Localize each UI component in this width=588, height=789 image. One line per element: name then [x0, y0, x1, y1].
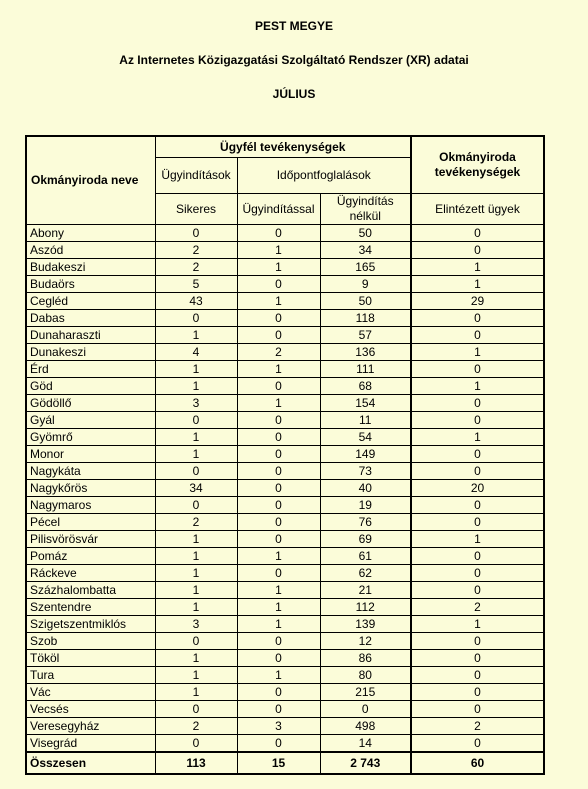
table-row	[26, 259, 544, 276]
table-row	[26, 446, 544, 463]
office-name-cell: Ráckeve	[26, 565, 155, 582]
nelkul-cell: 21	[320, 582, 411, 599]
table-row	[26, 650, 544, 667]
office-name-cell: Nagymaros	[26, 497, 155, 514]
nelkul-cell: 80	[320, 667, 411, 684]
ugyinditassal-cell: 0	[237, 514, 320, 531]
sikeres-cell: 1	[155, 684, 237, 701]
sikeres-cell: 2	[155, 718, 237, 735]
elintezett-cell: 1	[411, 429, 544, 446]
table-row	[26, 378, 544, 395]
nelkul-cell: 69	[320, 531, 411, 548]
total-row	[26, 752, 544, 774]
sikeres-cell: 1	[155, 361, 237, 378]
office-name-cell: Cegléd	[26, 293, 155, 310]
elintezett-cell: 0	[411, 463, 544, 480]
elintezett-cell: 0	[411, 497, 544, 514]
ugyinditassal-cell: 0	[237, 684, 320, 701]
sikeres-cell: 0	[155, 310, 237, 327]
ugyinditassal-cell: 0	[237, 565, 320, 582]
table-row	[26, 633, 544, 650]
nelkul-cell: 73	[320, 463, 411, 480]
sikeres-cell: 1	[155, 599, 237, 616]
table-row	[26, 361, 544, 378]
table-row	[26, 310, 544, 327]
nelkul-cell: 62	[320, 565, 411, 582]
elintezett-cell: 0	[411, 361, 544, 378]
table-row	[26, 463, 544, 480]
case-initiations-header: Ügyindítások	[155, 158, 237, 194]
nelkul-cell: 112	[320, 599, 411, 616]
office-name-cell: Budakeszi	[26, 259, 155, 276]
elintezett-cell: 1	[411, 531, 544, 548]
successful-header: Sikeres	[155, 194, 237, 225]
sikeres-cell: 1	[155, 429, 237, 446]
office-name-cell: Tököl	[26, 650, 155, 667]
elintezett-cell: 0	[411, 225, 544, 242]
table-row	[26, 684, 544, 701]
elintezett-cell: 2	[411, 718, 544, 735]
ugyinditassal-cell: 0	[237, 310, 320, 327]
office-name-cell: Gyál	[26, 412, 155, 429]
ugyinditassal-cell: 1	[237, 259, 320, 276]
nelkul-cell: 34	[320, 242, 411, 259]
ugyinditassal-cell: 0	[237, 497, 320, 514]
nelkul-cell: 215	[320, 684, 411, 701]
nelkul-cell: 498	[320, 718, 411, 735]
ugyinditassal-cell: 3	[237, 718, 320, 735]
table-row	[26, 531, 544, 548]
ugyinditassal-cell: 0	[237, 463, 320, 480]
office-name-cell: Szentendre	[26, 599, 155, 616]
elintezett-cell: 0	[411, 633, 544, 650]
nelkul-cell: 118	[320, 310, 411, 327]
table-row	[26, 412, 544, 429]
sikeres-cell: 3	[155, 395, 237, 412]
office-name-cell: Szob	[26, 633, 155, 650]
nelkul-cell: 14	[320, 735, 411, 753]
ugyinditassal-cell: 0	[237, 429, 320, 446]
ugyinditassal-cell: 1	[237, 599, 320, 616]
nelkul-cell: 19	[320, 497, 411, 514]
table-row	[26, 565, 544, 582]
office-name-cell: Pomáz	[26, 548, 155, 565]
sikeres-cell: 0	[155, 412, 237, 429]
nelkul-cell: 50	[320, 225, 411, 242]
sikeres-cell: 0	[155, 497, 237, 514]
nelkul-cell: 0	[320, 701, 411, 718]
office-name-cell: Budaörs	[26, 276, 155, 293]
ugyinditassal-cell: 0	[237, 327, 320, 344]
sikeres-cell: 1	[155, 378, 237, 395]
elintezett-cell: 20	[411, 480, 544, 497]
nelkul-cell: 136	[320, 344, 411, 361]
resolved-cases-header: Elintézett ügyek	[411, 194, 544, 225]
sikeres-cell: 0	[155, 735, 237, 753]
elintezett-cell: 0	[411, 650, 544, 667]
elintezett-cell: 0	[411, 684, 544, 701]
table-row	[26, 735, 544, 753]
office-name-cell: Vác	[26, 684, 155, 701]
elintezett-cell: 1	[411, 378, 544, 395]
table-row	[26, 395, 544, 412]
elintezett-cell: 0	[411, 701, 544, 718]
table-row	[26, 599, 544, 616]
table-row	[26, 225, 544, 242]
without-initiation-header: Ügyindítás nélkül	[320, 194, 411, 225]
office-name-cell: Abony	[26, 225, 155, 242]
table-row	[26, 497, 544, 514]
nelkul-cell: 139	[320, 616, 411, 633]
nelkul-cell: 76	[320, 514, 411, 531]
total-elintezett: 60	[411, 752, 544, 774]
office-name-cell: Aszód	[26, 242, 155, 259]
total-label: Összesen	[26, 752, 155, 774]
elintezett-cell: 0	[411, 667, 544, 684]
elintezett-cell: 0	[411, 446, 544, 463]
report-subtitle: Az Internetes Közigazgatási Szolgáltató Rendszer (XR) adatai	[119, 53, 469, 67]
sikeres-cell: 1	[155, 582, 237, 599]
nelkul-cell: 149	[320, 446, 411, 463]
office-name-cell: Nagykáta	[26, 463, 155, 480]
sikeres-cell: 1	[155, 446, 237, 463]
table-row	[26, 480, 544, 497]
table-row	[26, 718, 544, 735]
office-name-cell: Érd	[26, 361, 155, 378]
sikeres-cell: 1	[155, 548, 237, 565]
ugyinditassal-cell: 0	[237, 446, 320, 463]
ugyinditassal-cell: 1	[237, 242, 320, 259]
nelkul-cell: 54	[320, 429, 411, 446]
elintezett-cell: 29	[411, 293, 544, 310]
elintezett-cell: 1	[411, 259, 544, 276]
elintezett-cell: 0	[411, 327, 544, 344]
table-row	[26, 582, 544, 599]
sikeres-cell: 1	[155, 531, 237, 548]
office-name-cell: Dunaharaszti	[26, 327, 155, 344]
elintezett-cell: 0	[411, 310, 544, 327]
office-name-cell: Dabas	[26, 310, 155, 327]
sikeres-cell: 2	[155, 514, 237, 531]
ugyinditassal-cell: 0	[237, 378, 320, 395]
ugyinditassal-cell: 1	[237, 361, 320, 378]
sikeres-cell: 0	[155, 633, 237, 650]
table-row	[26, 327, 544, 344]
sikeres-cell: 34	[155, 480, 237, 497]
office-name-cell: Tura	[26, 667, 155, 684]
office-name-cell: Visegrád	[26, 735, 155, 753]
table-row	[26, 616, 544, 633]
nelkul-cell: 11	[320, 412, 411, 429]
ugyinditassal-cell: 0	[237, 480, 320, 497]
sikeres-cell: 1	[155, 327, 237, 344]
sikeres-cell: 2	[155, 259, 237, 276]
nelkul-cell: 154	[320, 395, 411, 412]
nelkul-cell: 68	[320, 378, 411, 395]
nelkul-cell: 40	[320, 480, 411, 497]
office-name-cell: Vecsés	[26, 701, 155, 718]
table-row	[26, 429, 544, 446]
table-row	[26, 701, 544, 718]
table-row	[26, 344, 544, 361]
sikeres-cell: 5	[155, 276, 237, 293]
elintezett-cell: 1	[411, 276, 544, 293]
ugyinditassal-cell: 0	[237, 276, 320, 293]
elintezett-cell: 0	[411, 565, 544, 582]
sikeres-cell: 1	[155, 565, 237, 582]
office-name-cell: Monor	[26, 446, 155, 463]
nelkul-cell: 9	[320, 276, 411, 293]
ugyinditassal-cell: 0	[237, 531, 320, 548]
office-name-header: Okmányiroda neve	[26, 136, 155, 225]
ugyinditassal-cell: 0	[237, 701, 320, 718]
sikeres-cell: 0	[155, 701, 237, 718]
elintezett-cell: 0	[411, 582, 544, 599]
office-activities-header: Okmányiroda tevékenységek	[411, 136, 544, 194]
ugyinditassal-cell: 0	[237, 633, 320, 650]
total-ugyinditassal: 15	[237, 752, 320, 774]
nelkul-cell: 61	[320, 548, 411, 565]
sikeres-cell: 3	[155, 616, 237, 633]
office-name-cell: Gödöllő	[26, 395, 155, 412]
elintezett-cell: 0	[411, 242, 544, 259]
office-name-cell: Szigetszentmiklós	[26, 616, 155, 633]
nelkul-cell: 86	[320, 650, 411, 667]
client-activities-header: Ügyfél tevékenységek	[155, 136, 411, 158]
sikeres-cell: 4	[155, 344, 237, 361]
sikeres-cell: 43	[155, 293, 237, 310]
nelkul-cell: 12	[320, 633, 411, 650]
elintezett-cell: 1	[411, 616, 544, 633]
ugyinditassal-cell: 1	[237, 293, 320, 310]
ugyinditassal-cell: 1	[237, 395, 320, 412]
ugyinditassal-cell: 1	[237, 582, 320, 599]
table-row	[26, 667, 544, 684]
nelkul-cell: 50	[320, 293, 411, 310]
sikeres-cell: 1	[155, 667, 237, 684]
table-row	[26, 293, 544, 310]
ugyinditassal-cell: 1	[237, 616, 320, 633]
table-row	[26, 242, 544, 259]
office-name-cell: Pilisvörösvár	[26, 531, 155, 548]
table-row	[26, 514, 544, 531]
elintezett-cell: 0	[411, 514, 544, 531]
nelkul-cell: 57	[320, 327, 411, 344]
office-name-cell: Dunakeszi	[26, 344, 155, 361]
appointments-header: Időpontfoglalások	[237, 158, 411, 194]
county-title: PEST MEGYE	[254, 19, 334, 33]
elintezett-cell: 1	[411, 344, 544, 361]
total-sikeres: 113	[155, 752, 237, 774]
elintezett-cell: 0	[411, 412, 544, 429]
sikeres-cell: 2	[155, 242, 237, 259]
office-name-cell: Göd	[26, 378, 155, 395]
ugyinditassal-cell: 2	[237, 344, 320, 361]
ugyinditassal-cell: 1	[237, 667, 320, 684]
office-name-cell: Veresegyház	[26, 718, 155, 735]
with-initiation-header: Ügyindítással	[237, 194, 320, 225]
elintezett-cell: 0	[411, 735, 544, 753]
ugyinditassal-cell: 0	[237, 735, 320, 753]
elintezett-cell: 2	[411, 599, 544, 616]
total-nelkul: 2 743	[320, 752, 411, 774]
office-name-cell: Százhalombatta	[26, 582, 155, 599]
sikeres-cell: 1	[155, 650, 237, 667]
table-row	[26, 276, 544, 293]
nelkul-cell: 111	[320, 361, 411, 378]
office-name-cell: Nagykőrös	[26, 480, 155, 497]
sikeres-cell: 0	[155, 225, 237, 242]
ugyinditassal-cell: 0	[237, 225, 320, 242]
ugyinditassal-cell: 0	[237, 412, 320, 429]
statistics-table	[25, 135, 545, 775]
office-name-cell: Gyömrő	[26, 429, 155, 446]
ugyinditassal-cell: 0	[237, 650, 320, 667]
sikeres-cell: 0	[155, 463, 237, 480]
table-row	[26, 548, 544, 565]
month-title: JÚLIUS	[272, 87, 316, 101]
elintezett-cell: 0	[411, 395, 544, 412]
nelkul-cell: 165	[320, 259, 411, 276]
office-name-cell: Pécel	[26, 514, 155, 531]
elintezett-cell: 0	[411, 548, 544, 565]
ugyinditassal-cell: 1	[237, 548, 320, 565]
